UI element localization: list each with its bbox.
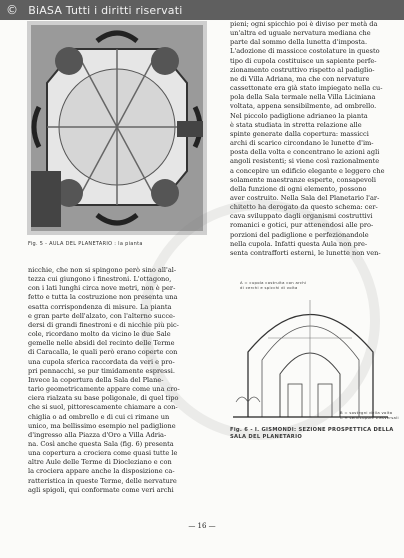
text-line: con i lati lunghi circa nove metri, non è per- <box>28 284 176 293</box>
text-line: chitetto ha derogato da questo schema: cer- <box>230 203 378 212</box>
archive-watermark-text: BiASA Tutti i diritti riservati <box>28 3 183 17</box>
figure-6-caption <box>230 427 394 441</box>
copyright-symbol: © <box>6 3 19 17</box>
text-line: tezza cui giungono i finestroni. L'ottagono, <box>28 275 172 284</box>
text-line: e gran parte dell'alzato, con l'alterno succe- <box>28 311 176 320</box>
text-line: altre Aule delle Terme di Diocleziano e con <box>28 458 172 467</box>
text-line: un'altra ed uguale nervatura mediana che <box>230 29 371 38</box>
sketch-annotation: B = sostegni della volta <box>340 410 393 415</box>
text-line: aver costruito. Nella Sala del Planetario l'ar- <box>230 193 380 202</box>
archive-header-bar <box>0 0 404 20</box>
text-line: chiglia o ad ombrello e di cui ci rimane un <box>28 412 170 421</box>
text-line: è stata studiata in stretta relazione alle <box>230 120 362 129</box>
text-line: L'adozione di massicce costolature in questo <box>230 47 380 56</box>
text-line: tipo di cupola costituisce un sapiente perfe- <box>230 56 377 65</box>
floor-plan-figure <box>27 21 207 235</box>
right-text-column <box>230 20 390 258</box>
text-line: ratteristica in queste Terme, delle nervature <box>28 476 177 485</box>
figure-5-caption: Fig. 5 - AULA DEL PLANETARIO : la pianta <box>28 241 143 247</box>
text-line: cassettonate era già stato impiegato nella cu- <box>230 84 383 93</box>
text-line: fetto e tutta la costruzione non presenta una <box>28 293 178 302</box>
text-line: pri pennacchi, se pur timidamente espressi. <box>28 366 176 375</box>
perspective-section-sketch <box>228 282 393 422</box>
text-line: zionamento costruttivo rispetto al padiglio- <box>230 65 375 74</box>
text-line: esatta corrispondenza di misure. La pianta <box>28 302 172 311</box>
text-line: dersi di grandi finestroni e di nicchie più pic- <box>28 320 179 329</box>
text-line: cava sviluppato dagli organismi costruttivi <box>230 212 373 221</box>
text-line: posta della volta e concentrano le azioni agli <box>230 148 380 157</box>
text-line: na. Così anche questa Sala (fig. 6) presenta <box>28 439 174 448</box>
sketch-annotations <box>240 280 306 290</box>
text-line: spinte generate dalla copertura: massicci <box>230 129 369 138</box>
text-line: porzioni del padiglione e perfezionandole <box>230 230 369 239</box>
text-line: nicchie, che non si spingono però sino all'al- <box>28 266 177 274</box>
text-line: cole, ricordano molto da vicino le due Sale <box>28 330 171 339</box>
text-line: nella cupola. Infatti questa Aula non pre- <box>230 239 368 248</box>
text-line: Nel piccolo padiglione adrianeo la pianta <box>230 111 368 120</box>
text-line: a concepire un edificio elegante e leggero che <box>230 166 385 175</box>
text-line: solamente maestranze esperte, consapevoli <box>230 175 376 184</box>
text-line: romanici e gotici, pur attenendosi alle pro- <box>230 221 374 230</box>
left-text-column <box>28 266 203 495</box>
text-line: d'ingresso alla Piazza d'Oro a Villa Adria- <box>28 430 167 439</box>
text-line: una copertura a crociera come quasi tutte le <box>28 449 178 458</box>
text-line: di Caracalla, le quali però erano coperte con <box>28 348 178 357</box>
sketch-annotation: di cerchi e spicchi di volta <box>240 285 298 290</box>
text-line: archi di scarico circondano le lunette d'im- <box>230 139 374 148</box>
page-number: — 16 — <box>188 522 216 530</box>
text-line: una cupola sferica raccordata da veri e pro- <box>28 357 175 366</box>
text-line: pieni; ogni spicchio poi è diviso per metà da <box>230 20 378 28</box>
sketch-annotation: A = cupola costruita con archi <box>240 280 307 285</box>
sketch-annotation: C = semicupole trasversali <box>340 415 399 420</box>
text-line: unico, ma bellissimo esempio nel padiglione <box>28 421 176 430</box>
text-line: parte dal sommo della lunetta d'imposta. <box>230 38 368 47</box>
text-line: tario geometricamente appare come una cro- <box>28 385 180 394</box>
text-line: della funzione di ogni elemento, possono <box>230 184 367 193</box>
text-line: senta contrafforti esterni, le lunette non ven- <box>230 248 381 257</box>
text-line: la crociera appare anche la disposizione ca- <box>28 467 175 476</box>
text-line: agli spigoli, qui conformate come veri archi <box>28 485 174 494</box>
text-line: voltata, appena sensibilmente, ad ombrello. <box>230 102 377 111</box>
sketch-annotations-b <box>340 410 399 420</box>
text-line: che si suol, pittorescamente chiamare a con- <box>28 403 178 412</box>
text-line: gemelle nelle absidi del recinto delle Terme <box>28 339 175 348</box>
text-line: pola della Sala termale nella Villa Liciniana <box>230 93 376 102</box>
text-line: ciera rialzata su base poligonale, di quel tipo <box>28 394 179 403</box>
text-line: Invece la copertura della Sala del Plane- <box>28 375 164 384</box>
figure-6-caption-line-1: Fig. 6 - I. GISMONDI: SEZIONE PROSPETTICA DELLA <box>230 427 394 433</box>
figure-6-caption-line-2: SALA DEL PLANETARIO <box>230 434 303 440</box>
text-line: ne di Villa Adriana, ma che con nervature <box>230 74 370 83</box>
text-line: angoli resistenti; si viene così razionalmente <box>230 157 380 166</box>
